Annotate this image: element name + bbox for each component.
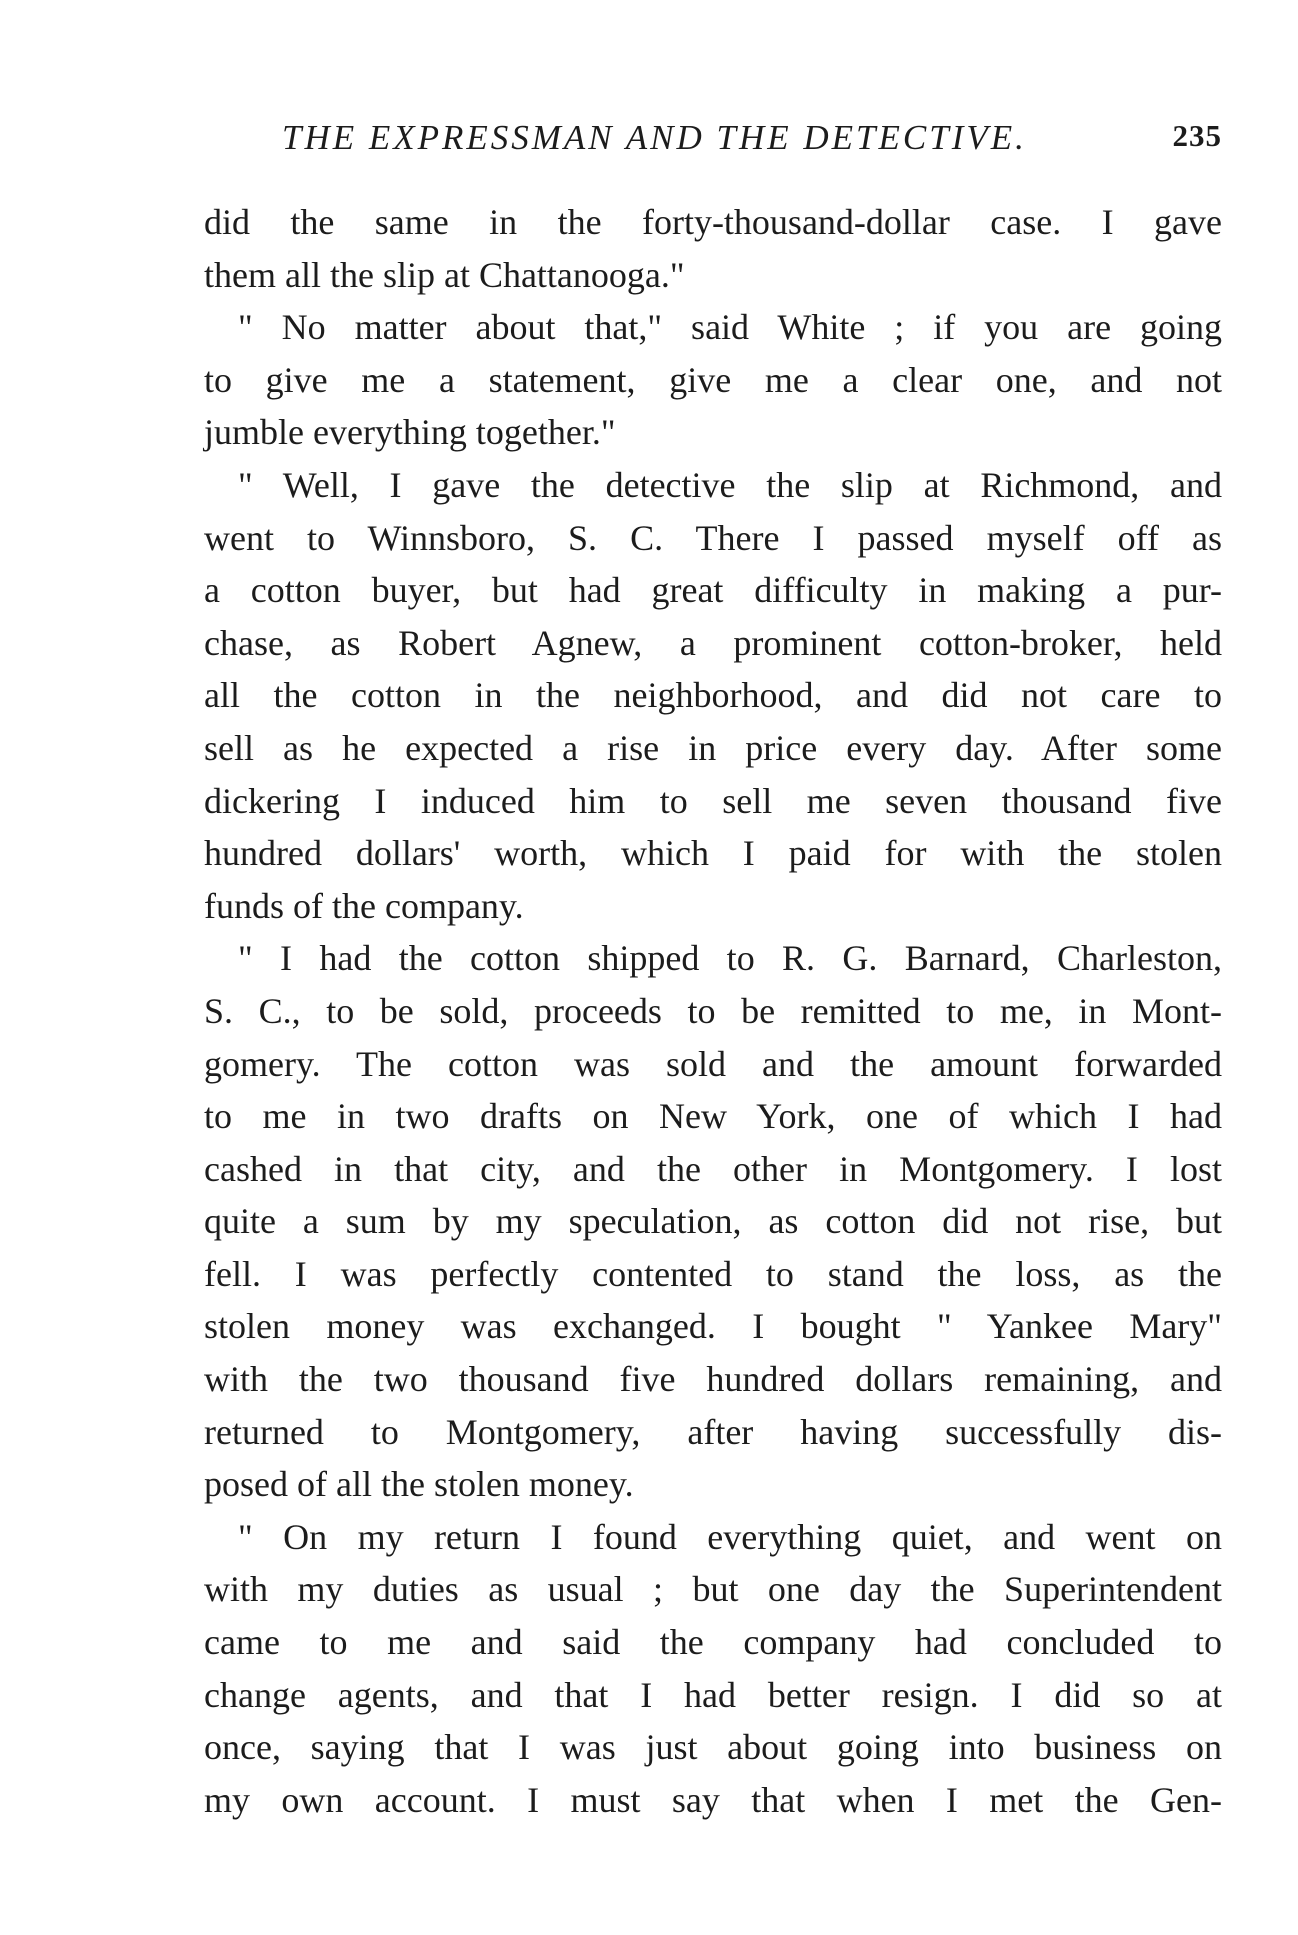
text-line: quite a sum by my speculation, as cotton did not rise, but bbox=[204, 1201, 1222, 1242]
text-line: hundred dollars' worth, which I paid for with the stolen bbox=[204, 833, 1222, 874]
text-line: jumble everything together." bbox=[204, 412, 616, 453]
running-title: THE EXPRESSMAN AND THE DETECTIVE. bbox=[282, 118, 1027, 157]
text-line: S. C., to be sold, proceeds to be remitted to me, in Mont- bbox=[204, 990, 1222, 1031]
text-line: " On my return I found everything quiet, and went on bbox=[238, 1516, 1222, 1557]
text-line: " I had the cotton shipped to R. G. Barnard, Charleston, bbox=[238, 938, 1222, 979]
text-line: change agents, and that I had better resign. I did so at bbox=[204, 1674, 1222, 1715]
text-line: them all the slip at Chattanooga." bbox=[204, 254, 685, 295]
text-line: a cotton buyer, but had great difficulty in making a pur- bbox=[204, 570, 1222, 611]
text-line: gomery. The cotton was sold and the amount forwarded bbox=[204, 1043, 1222, 1084]
page-number: 235 bbox=[1172, 118, 1222, 153]
text-line: all the cotton in the neighborhood, and did not care to bbox=[204, 675, 1222, 716]
text-line: came to me and said the company had concluded to bbox=[204, 1622, 1222, 1663]
text-line: posed of all the stolen money. bbox=[204, 1464, 634, 1505]
text-line: " Well, I gave the detective the slip at Richmond, and bbox=[238, 464, 1222, 505]
text-line: chase, as Robert Agnew, a prominent cotton-broker, held bbox=[204, 622, 1222, 663]
text-line: cashed in that city, and the other in Montgomery. I lost bbox=[204, 1148, 1222, 1189]
text-line: did the same in the forty-thousand-dollar case. I gave bbox=[204, 202, 1222, 242]
text-line: once, saying that I was just about going into business on bbox=[204, 1727, 1222, 1768]
text-line: to me in two drafts on New York, one of which I had bbox=[204, 1096, 1222, 1137]
running-head bbox=[282, 118, 1222, 162]
text-line: " No matter about that," said White ; if you are going bbox=[238, 307, 1222, 348]
text-line: funds of the company. bbox=[204, 885, 524, 926]
text-line: sell as he expected a rise in price every day. After some bbox=[204, 727, 1222, 768]
text-line: with the two thousand five hundred dollars remaining, and bbox=[204, 1359, 1222, 1400]
text-line: with my duties as usual ; but one day the Superintendent bbox=[204, 1569, 1222, 1610]
text-line: fell. I was perfectly contented to stand the loss, as the bbox=[204, 1253, 1222, 1294]
text-line: returned to Montgomery, after having successfully dis- bbox=[204, 1411, 1222, 1452]
text-line: to give me a statement, give me a clear one, and not bbox=[204, 359, 1222, 400]
body-text bbox=[204, 196, 1222, 1826]
text-line: my own account. I must say that when I met the Gen- bbox=[204, 1779, 1222, 1820]
text-line: stolen money was exchanged. I bought " Yankee Mary" bbox=[204, 1306, 1222, 1347]
text-line: dickering I induced him to sell me seven thousand five bbox=[204, 780, 1222, 821]
text-line: went to Winnsboro, S. C. There I passed myself off as bbox=[204, 517, 1222, 558]
